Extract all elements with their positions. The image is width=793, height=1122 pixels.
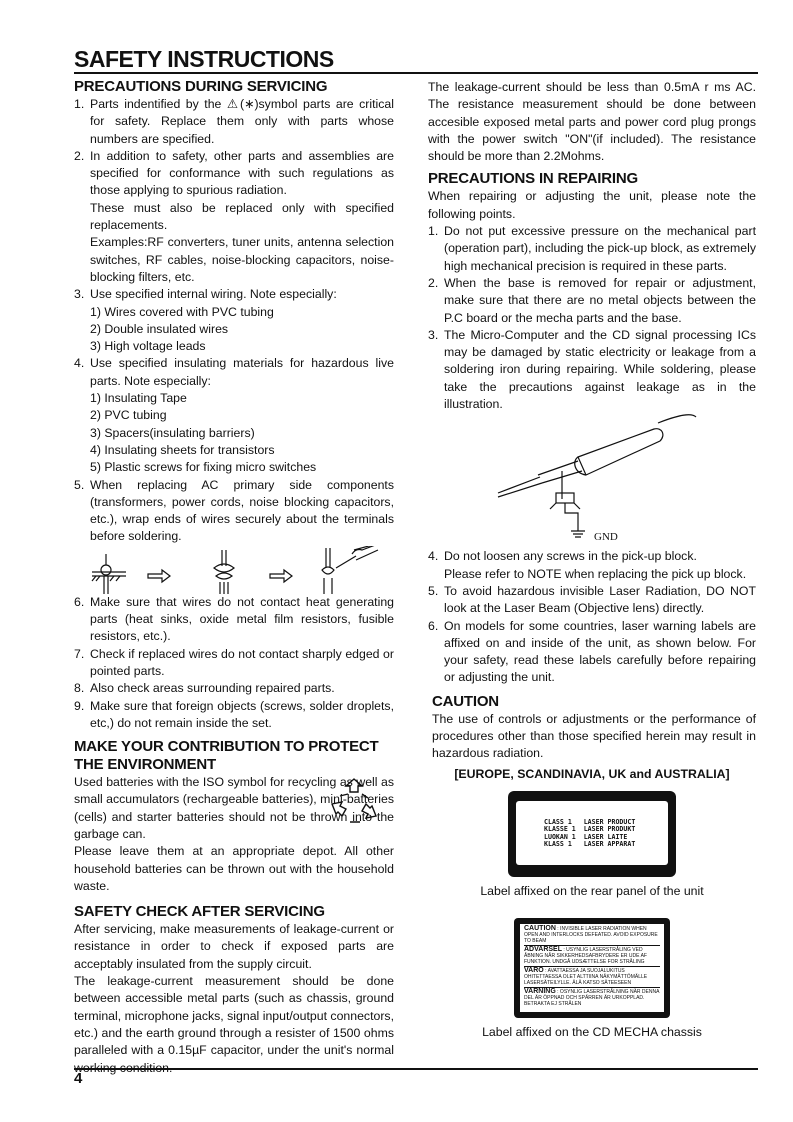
label-advarsel-text: : USYNLIG LASERSTRÅLING VED ÅBNING NÅR SIKKERHEDSAFBRYDERE ER UDE AF FUNKTION. UNDGÅ UDSÆTTELSE FOR STRÅLING	[524, 946, 647, 965]
list-item	[74, 390, 394, 407]
list-item	[74, 96, 394, 148]
list-item-text: 4) Insulating sheets for transistors	[90, 442, 275, 457]
label1-line: LUOKAN 1 LASER LAITE	[544, 832, 628, 841]
list-item-number: 6.	[74, 594, 85, 609]
list-item	[74, 477, 394, 546]
list-item	[428, 583, 756, 618]
list-item-text: Make sure that foreign objects (screws, solder droplets, etc,) do not remain inside the set.	[90, 698, 394, 730]
list-item-number: 2.	[74, 148, 85, 163]
label1-line: CLASS 1 LASER PRODUCT	[544, 817, 636, 826]
leakage-paragraph: The leakage-current should be less than 0.5mA r ms AC. The resistance measurement should be done between accesible exposed metal parts and power cord plug prongs with the power switch "ON"(if included). The resistance should be more than 2.2Mohms.	[428, 80, 756, 164]
list-item-number: 2.	[428, 275, 439, 290]
list-item-number: 1.	[428, 224, 439, 239]
list-item	[74, 425, 394, 442]
environment-paragraph-1: Used batteries with the ISO symbol for recycling as well as small accumulators (rechargeable batteries), mini-batteries (cells) and starter batteries should not be thrown into the garbage can.	[74, 775, 394, 841]
list-item-text: When the base is removed for repair or adjustment, make sure that there are no metal objects between the P.C board or the mecha parts and the base.	[444, 275, 756, 325]
wire-wrap-illustration	[74, 546, 394, 594]
list-item	[74, 459, 394, 476]
list-item	[428, 327, 756, 413]
list-item-text: 3) High voltage leads	[90, 339, 206, 354]
right-column	[428, 78, 756, 1041]
list-item-number: 8.	[74, 681, 85, 696]
list-item	[428, 275, 756, 327]
recycle-icon	[328, 776, 380, 828]
gnd-label: GND	[594, 531, 618, 544]
list-item-number: 4.	[428, 549, 439, 564]
label-varo-text: : AVATTAESSA JA SUOJALUKITUS OHITETTAESSA OLET ALTTIINA NÄKYMÄTTÖMÄLLE LASERSÄTEILYLLE. ÄLÄ KATSO SÄTEESEEN	[524, 967, 648, 986]
repairing-heading: PRECAUTIONS IN REPAIRING	[428, 170, 638, 188]
safety-check-paragraph-2: The leakage-current measurement should be done between accessible metal parts (such as chassis, ground terminal, microphone jacks, signal input/output connectors, etc.) and the earth ground through a resister of 1500 ohms paralleled with a 0.15µF capacitor, under the unit's normal	[74, 974, 394, 1058]
list-item-text: Use specified internal wiring. Note especially:	[90, 287, 337, 302]
list-item-number: 5.	[74, 477, 85, 492]
list-item-text: 1) Insulating Tape	[90, 391, 187, 406]
list-item	[74, 321, 394, 338]
list-item-text: 2) Double insulated wires	[90, 321, 229, 336]
list-item-number: 3.	[428, 327, 439, 342]
list-item	[428, 566, 756, 583]
list-item-text: Do not put excessive pressure on the mechanical part (operation part), including the pick-up block, as extremely high mechanical precision is required in these parts.	[444, 224, 756, 273]
list-item-text: 3) Spacers(insulating barriers)	[90, 425, 255, 440]
list-item	[428, 618, 756, 687]
label-advarsel-word: ADVARSEL	[524, 945, 562, 953]
list-item	[74, 148, 394, 200]
label-varning-word: VARNING	[524, 987, 556, 995]
repairing-list-continued	[428, 548, 756, 686]
region-heading: [EUROPE, SCANDINAVIA, UK and AUSTRALIA]	[454, 766, 730, 781]
list-item-number: 7.	[74, 646, 85, 661]
list-item	[74, 304, 394, 321]
safety-check-heading: SAFETY CHECK AFTER SERVICING	[74, 903, 325, 921]
environment-paragraph-2: Please leave them at an appropriate depot. All other household batteries can be thrown out with the household waste.	[74, 844, 394, 893]
list-item-text: When replacing AC primary side components (transformers, power cords, noise blocking capacitors, etc.), wrap ends of wires securely about the terminals before soldering.	[90, 477, 394, 544]
list-item-text: The Micro-Computer and the CD signal processing ICs may be damaged by static electricity or leakage from a soldering iron during repairing. While soldering, please take the precautions against leakage as in the illustration.	[444, 327, 756, 412]
list-item-number: 1.	[74, 97, 85, 111]
footer-rule	[74, 1068, 758, 1070]
list-item	[74, 698, 394, 733]
list-item-text: Also check areas surrounding repaired parts.	[90, 681, 335, 696]
label1-caption: Label affixed on the rear panel of the unit	[480, 883, 704, 898]
caution-text: The use of controls or adjustments or the performance of procedures other than those specified herein may result in hazardous radiation.	[432, 711, 756, 761]
list-item-text: Please refer to NOTE when replacing the pick up block.	[444, 566, 747, 581]
list-item	[74, 680, 394, 697]
list-item	[74, 407, 394, 424]
page-number: 4	[74, 1070, 83, 1087]
laser-warning-label	[514, 918, 670, 1018]
list-item-text: Check if replaced wires do not contact sharply edged or pointed parts.	[90, 646, 394, 678]
list-item-text: On models for some countries, laser warning labels are affixed on and inside of the unit, as shown below. For your safety, read these labels carefully before repairing or adjusting the unit.	[444, 618, 756, 685]
list-item-text: 2) PVC tubing	[90, 408, 167, 423]
class1-laser-label	[508, 791, 676, 877]
servicing-list-continued	[74, 594, 394, 732]
list-item	[74, 646, 394, 681]
list-item-text: Do not loosen any screws in the pick-up block.	[444, 549, 697, 564]
list-item-number: 5.	[428, 583, 439, 598]
servicing-heading: PRECAUTIONS DURING SERVICING	[74, 78, 328, 95]
list-item	[74, 286, 394, 303]
list-item	[74, 442, 394, 459]
list-item-number: 9.	[74, 698, 85, 713]
list-item	[428, 548, 756, 565]
list-item-number: 3.	[74, 287, 85, 302]
list-item	[428, 223, 756, 275]
list-item-text: Examples:RF converters, tuner units, antenna selection switches, RF cables, noise-blocking capacitors, noise-blocking filters, etc.	[90, 235, 394, 284]
list-item-number: 6.	[428, 618, 439, 633]
list-item	[74, 338, 394, 355]
label1-line: KLASS 1 LASER APPARAT	[544, 840, 636, 849]
list-item-number: 4.	[74, 356, 85, 371]
list-item-text: These must also be replaced only with specified replacements.	[90, 200, 394, 233]
caution-heading: CAUTION	[432, 692, 499, 710]
label1-line: KLASSE 1 LASER PRODUKT	[544, 825, 636, 834]
label-caution-text: : INVISIBLE LASER RADIATION WHEN OPEN AND INTERLOCKS DEFEATED. AVOID EXPOSURE TO BEAM	[524, 925, 658, 944]
label-caution-word: CAUTION	[524, 924, 556, 932]
list-item-text: 5) Plastic screws for fixing micro switches	[90, 460, 317, 475]
safety-check-paragraph-1: After servicing, make measurements of leakage-current or resistance in order to check if exposed parts are acceptably insulated from the supply circuit.	[74, 922, 394, 971]
servicing-list	[74, 96, 394, 546]
list-item	[74, 200, 394, 235]
repairing-list	[428, 223, 756, 413]
label-varning-text: : OSYNLIG LASERSTRÅLNING NÄR DENNA DEL ÄR ÖPPNAD OCH SPÄRREN ÄR URKOPPLAD. BETRAKTA EJ STRÅLEN	[524, 988, 660, 1007]
list-item-text: In addition to safety, other parts and assemblies are specified for conformance with such regulations as those applying to spurious radiation.	[90, 148, 394, 198]
list-item	[74, 355, 394, 390]
label2-caption: Label affixed on the CD MECHA chassis	[482, 1024, 702, 1039]
left-column	[74, 78, 394, 1077]
title-rule	[74, 72, 758, 74]
list-item-text: Parts indentified by the ⚠(∗)symbol parts are critical for safety. Replace them only with parts whose numbers are specified.	[90, 97, 394, 146]
environment-heading: MAKE YOUR CONTRIBUTION TO PROTECT THE ENVIRONMENT	[74, 738, 379, 774]
page-title: SAFETY INSTRUCTIONS	[74, 46, 334, 72]
list-item-text: Use specified insulating materials for hazardous live parts. Note especially:	[90, 356, 394, 388]
list-item-text: To avoid hazardous invisible Laser Radiation, DO NOT look at the Laser Beam (Objective lens) directly.	[444, 583, 756, 616]
label-varo-word: VARO	[524, 966, 544, 974]
list-item-text: 1) Wires covered with PVC tubing	[90, 304, 274, 319]
list-item	[74, 594, 394, 646]
repairing-lead: When repairing or adjusting the unit, please note the following points.	[428, 189, 756, 221]
soldering-iron-illustration	[428, 413, 756, 548]
list-item	[74, 234, 394, 286]
list-item-text: Make sure that wires do not contact heat generating parts (heat sinks, oxide metal film resistors, fusible resistors, etc.).	[90, 594, 394, 644]
